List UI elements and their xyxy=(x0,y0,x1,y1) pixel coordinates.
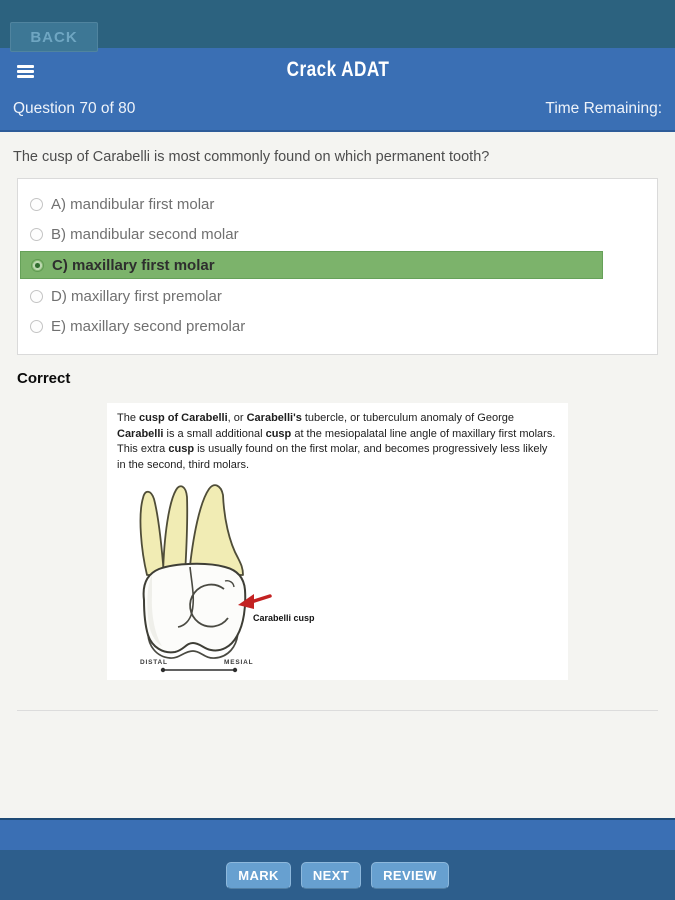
question-text: The cusp of Carabelli is most commonly found on which permanent tooth? xyxy=(13,149,490,165)
answer-option-b[interactable] xyxy=(18,219,657,249)
distal-label: DISTAL xyxy=(140,658,168,666)
explanation-text: The cusp of Carabelli, or Carabelli's tubercle, or tuberculum anomaly of George Carabelli is a small additional cusp at the mesiopalatal line angle of maxillary first molars. This extra cusp is usually found on the first molar, and becomes progressively less likely in the second, third molars. xyxy=(117,412,556,472)
distal-mesial-axis xyxy=(161,668,237,672)
app-title: Crack ADAT xyxy=(286,58,389,81)
tooth-diagram xyxy=(107,480,568,676)
cusp-label: Carabelli cusp xyxy=(253,612,315,623)
radio-icon[interactable] xyxy=(30,228,43,241)
option-label: C) maxillary first molar xyxy=(52,256,215,274)
radio-icon[interactable] xyxy=(30,290,43,303)
option-label: D) maxillary first premolar xyxy=(51,287,222,305)
time-remaining-label: Time Remaining: xyxy=(545,100,662,117)
content-divider xyxy=(17,710,658,711)
option-label: A) mandibular first molar xyxy=(51,195,215,213)
next-button[interactable]: NEXT xyxy=(301,862,361,889)
footer xyxy=(0,818,675,900)
answer-option-a[interactable] xyxy=(18,189,657,219)
footer-nav-bar xyxy=(0,850,675,900)
mark-button[interactable]: MARK xyxy=(226,862,291,889)
question-counter: Question 70 of 80 xyxy=(13,100,136,117)
explanation-card xyxy=(107,403,568,680)
review-button[interactable]: REVIEW xyxy=(371,862,449,889)
option-label: E) maxillary second premolar xyxy=(51,317,246,335)
footer-accent-bar xyxy=(0,818,675,850)
app-header xyxy=(0,48,675,132)
radio-icon[interactable] xyxy=(30,198,43,211)
answer-option-d[interactable] xyxy=(18,281,657,311)
tooth-crown xyxy=(144,564,246,653)
radio-icon[interactable] xyxy=(30,320,43,333)
back-button[interactable]: BACK xyxy=(10,22,98,52)
radio-selected-icon[interactable] xyxy=(31,259,44,272)
answer-option-c-selected-correct[interactable] xyxy=(20,251,603,279)
mesial-label: MESIAL xyxy=(224,658,254,666)
answer-option-e[interactable] xyxy=(18,311,657,341)
answer-options-panel xyxy=(17,178,658,355)
tooth-roots xyxy=(140,485,243,575)
title-row xyxy=(0,48,675,98)
hamburger-menu-icon[interactable] xyxy=(17,65,34,78)
feedback-label: Correct xyxy=(17,370,71,387)
progress-row xyxy=(0,98,675,130)
option-label: B) mandibular second molar xyxy=(51,225,239,243)
top-bar xyxy=(0,0,675,48)
